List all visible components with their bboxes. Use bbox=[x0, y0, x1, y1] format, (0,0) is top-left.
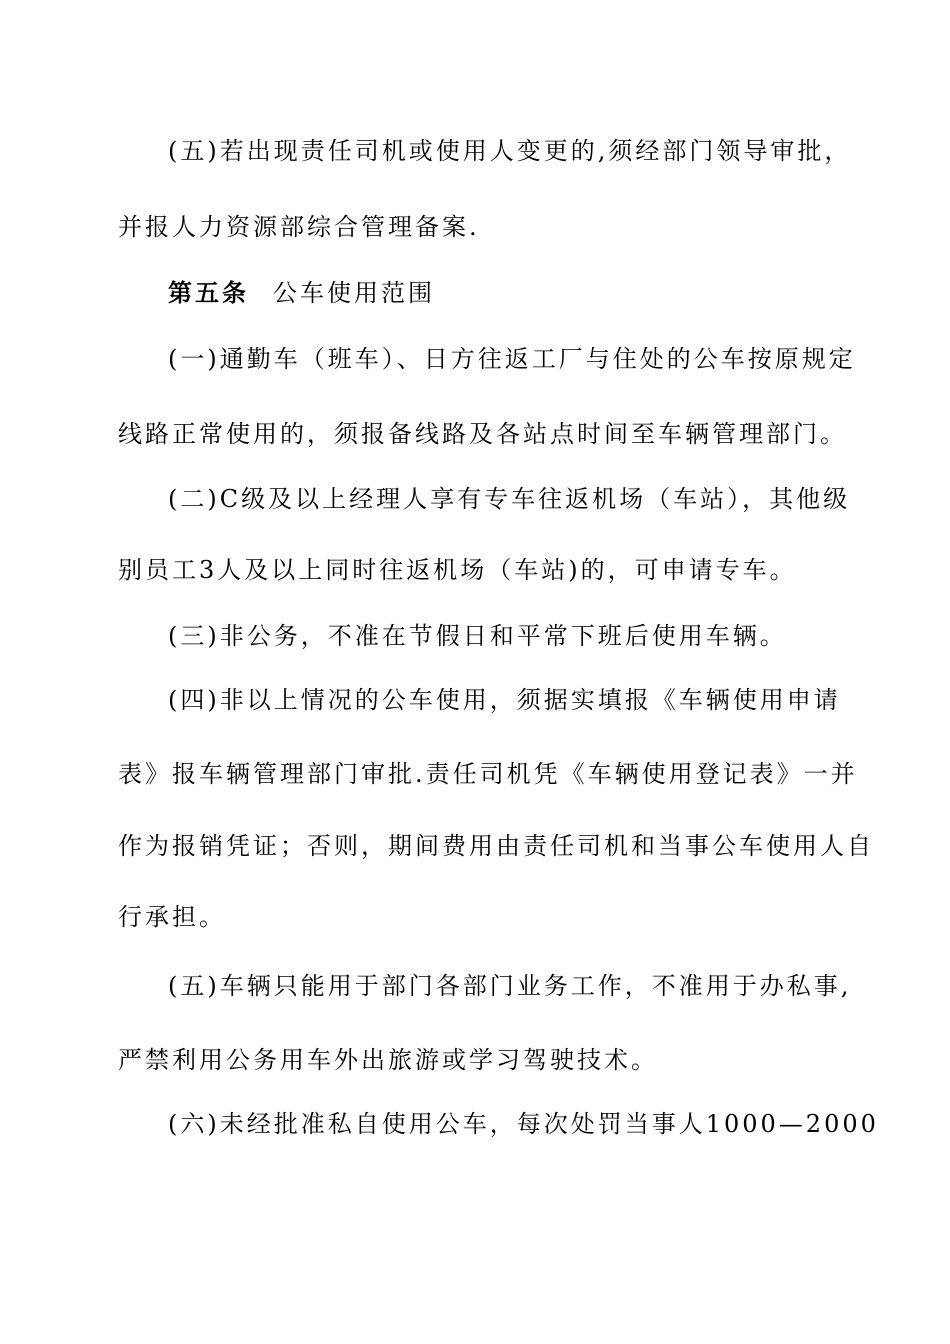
paragraph-line: 行承担。 bbox=[118, 903, 226, 931]
paragraph-line: 严禁利用公务用车外出旅游或学习驾驶技术。 bbox=[118, 1046, 658, 1074]
paragraph-line: (一)通勤车（班车）、日方往返工厂与住处的公车按原规定 bbox=[168, 345, 856, 373]
paragraph-line: (六)未经批准私自使用公车，每次处罚当事人1000—2000 bbox=[168, 1110, 879, 1138]
paragraph-line: (四)非以上情况的公车使用，须据实填报《车辆使用申请 bbox=[168, 686, 841, 714]
paragraph-line: 表》报车辆管理部门审批.责任司机凭《车辆使用登记表》一并 bbox=[118, 760, 858, 788]
paragraph-line: 作为报销凭证；否则，期间费用由责任司机和当事公车使用人自 bbox=[118, 832, 874, 860]
paragraph-line: 线路正常使用的，须报备线路及各站点时间至车辆管理部门。 bbox=[118, 420, 847, 448]
article-title: 公车使用范围 bbox=[273, 279, 435, 307]
paragraph-line: (二)C级及以上经理人享有专车往返机场（车站），其他级 bbox=[168, 485, 851, 513]
paragraph-line: (五)车辆只能用于部门各部门业务工作，不准用于办私事, bbox=[168, 972, 852, 1000]
article-number: 第五条 bbox=[168, 278, 249, 307]
paragraph-line: (三)非公务，不准在节假日和平常下班后使用车辆。 bbox=[168, 622, 787, 650]
paragraph-line: (五)若出现责任司机或使用人变更的,须经部门领导审批， bbox=[168, 137, 852, 165]
paragraph-line: 别员工3人及以上同时往返机场（车站)的，可申请专车。 bbox=[118, 556, 797, 584]
article-heading bbox=[168, 277, 435, 309]
paragraph-line: 并报人力资源部综合管理备案. bbox=[118, 213, 480, 241]
